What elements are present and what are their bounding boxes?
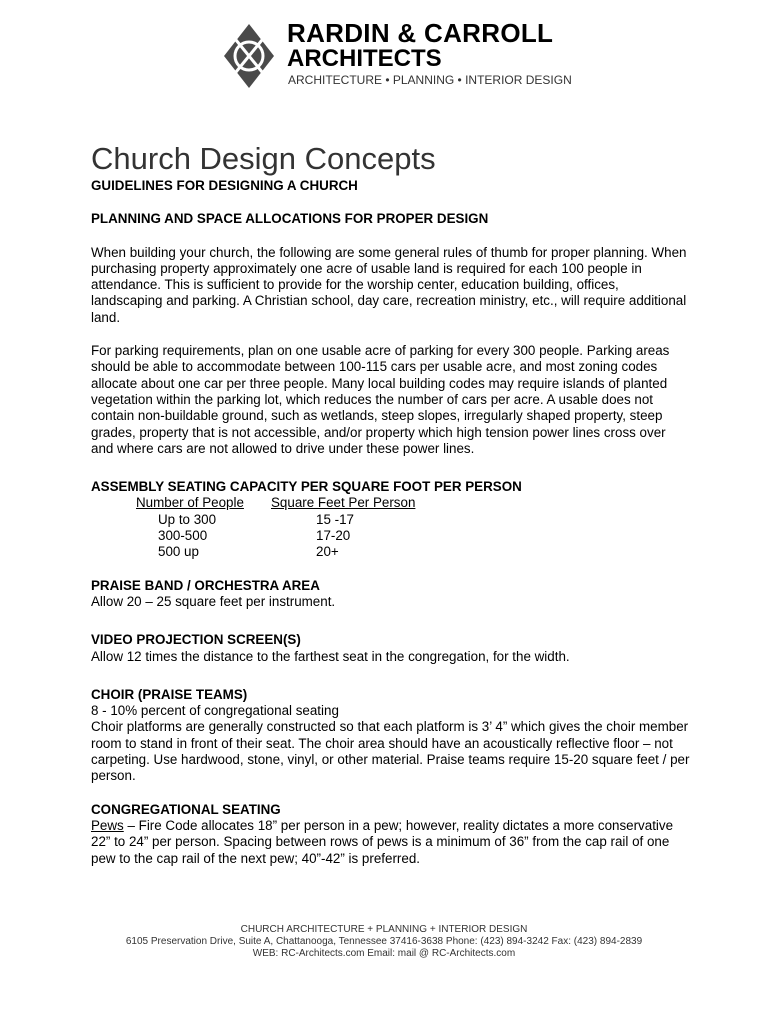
paragraph-praise-band: Allow 20 – 25 square feet per instrument. <box>91 593 336 609</box>
paragraph-video: Allow 12 times the distance to the farthest seat in the congregation, for the width. <box>91 648 570 664</box>
choir-seating-percent: 8 - 10% percent of congregational seating <box>91 703 339 719</box>
table-cell: 17-20 <box>316 528 351 544</box>
table-cell: Up to 300 <box>158 511 217 527</box>
section-heading-choir: CHOIR (PRAISE TEAMS) <box>91 686 248 702</box>
table-cell: 300-500 <box>158 528 208 544</box>
paragraph-pews <box>91 818 691 867</box>
table-header-row <box>136 495 691 511</box>
footer-services: CHURCH ARCHITECTURE + PLANNING + INTERIOR DESIGN <box>240 924 528 935</box>
document-subtitle: GUIDELINES FOR DESIGNING A CHURCH <box>91 178 358 193</box>
section-heading-planning: PLANNING AND SPACE ALLOCATIONS FOR PROPER DESIGN <box>91 211 489 227</box>
section-heading-assembly: ASSEMBLY SEATING CAPACITY PER SQUARE FOOT PER PERSON <box>91 479 522 495</box>
firm-tagline: ARCHITECTURE • PLANNING • INTERIOR DESIGN <box>288 73 572 87</box>
pews-text: – Fire Code allocates 18” per person in a pew; however, reality dictates a more conservative 22” to 24” per person. Spacing between rows of pews is a minimum of 36” from the cap rail of one pew to the cap rail of the next pew; 40”-42” is preferred. <box>91 817 674 866</box>
table-cell: 20+ <box>316 544 339 560</box>
document-body <box>91 140 691 867</box>
pews-label: Pews <box>91 817 124 833</box>
section-heading-video: VIDEO PROJECTION SCREEN(S) <box>91 632 301 648</box>
section-heading-praise-band: PRAISE BAND / ORCHESTRA AREA <box>91 577 320 593</box>
firm-logo-icon <box>222 22 276 90</box>
seating-table <box>136 495 691 560</box>
table-header: Square Feet Per Person <box>271 495 416 511</box>
paragraph-choir: Choir platforms are generally constructed so that each platform is 3’ 4” which gives the choir member room to stand in front of their seat. The choir area should have an acoustically reflective floor – not carpeting. Use hardwood, stone, vinyl, or other material. Praise teams require 15-20 square feet / per person. <box>91 719 690 784</box>
firm-subtitle: ARCHITECTS <box>287 45 442 72</box>
page-footer <box>0 924 768 960</box>
table-row <box>136 544 691 560</box>
footer-contact: WEB: RC-Architects.com Email: mail @ RC-Architects.com <box>252 948 516 959</box>
table-row <box>136 512 691 528</box>
document-title: Church Design Concepts <box>91 141 436 176</box>
firm-name: RARDIN & CARROLL <box>287 18 554 48</box>
paragraph-planning: When building your church, the following are some general rules of thumb for proper planning. When purchasing property approximately one acre of usable land is required for each 100 people in attendance. This is sufficient to provide for the worship center, education building, offices, landscaping and parking. A Christian school, day care, recreation ministry, etc., will require additional land. <box>91 244 687 325</box>
paragraph-parking: For parking requirements, plan on one usable acre of parking for every 300 people. Parking areas should be able to accommodate between 100-115 cars per usable acre, and most zoning codes allocate about one car per three people. Many local building codes may require islands of planted vegetation within the parking lot, which reduces the number of cars per acre. A usable does not contain non-buildable ground, such as wetlands, steep slopes, irregularly shaped property, steep grades, property that is not accessible, and/or property which high tension power lines cross over and where cars are not allowed to drive under these power lines. <box>91 343 670 456</box>
footer-address: 6105 Preservation Drive, Suite A, Chattanooga, Tennessee 37416-3638 Phone: (423) 894-3242 Fax: (423) 894-2839 <box>125 936 643 947</box>
section-heading-congregational-seating: CONGREGATIONAL SEATING <box>91 801 281 817</box>
table-row <box>136 528 691 544</box>
table-header: Number of People <box>136 495 244 511</box>
table-cell: 15 -17 <box>316 511 354 527</box>
table-cell: 500 up <box>158 544 199 560</box>
